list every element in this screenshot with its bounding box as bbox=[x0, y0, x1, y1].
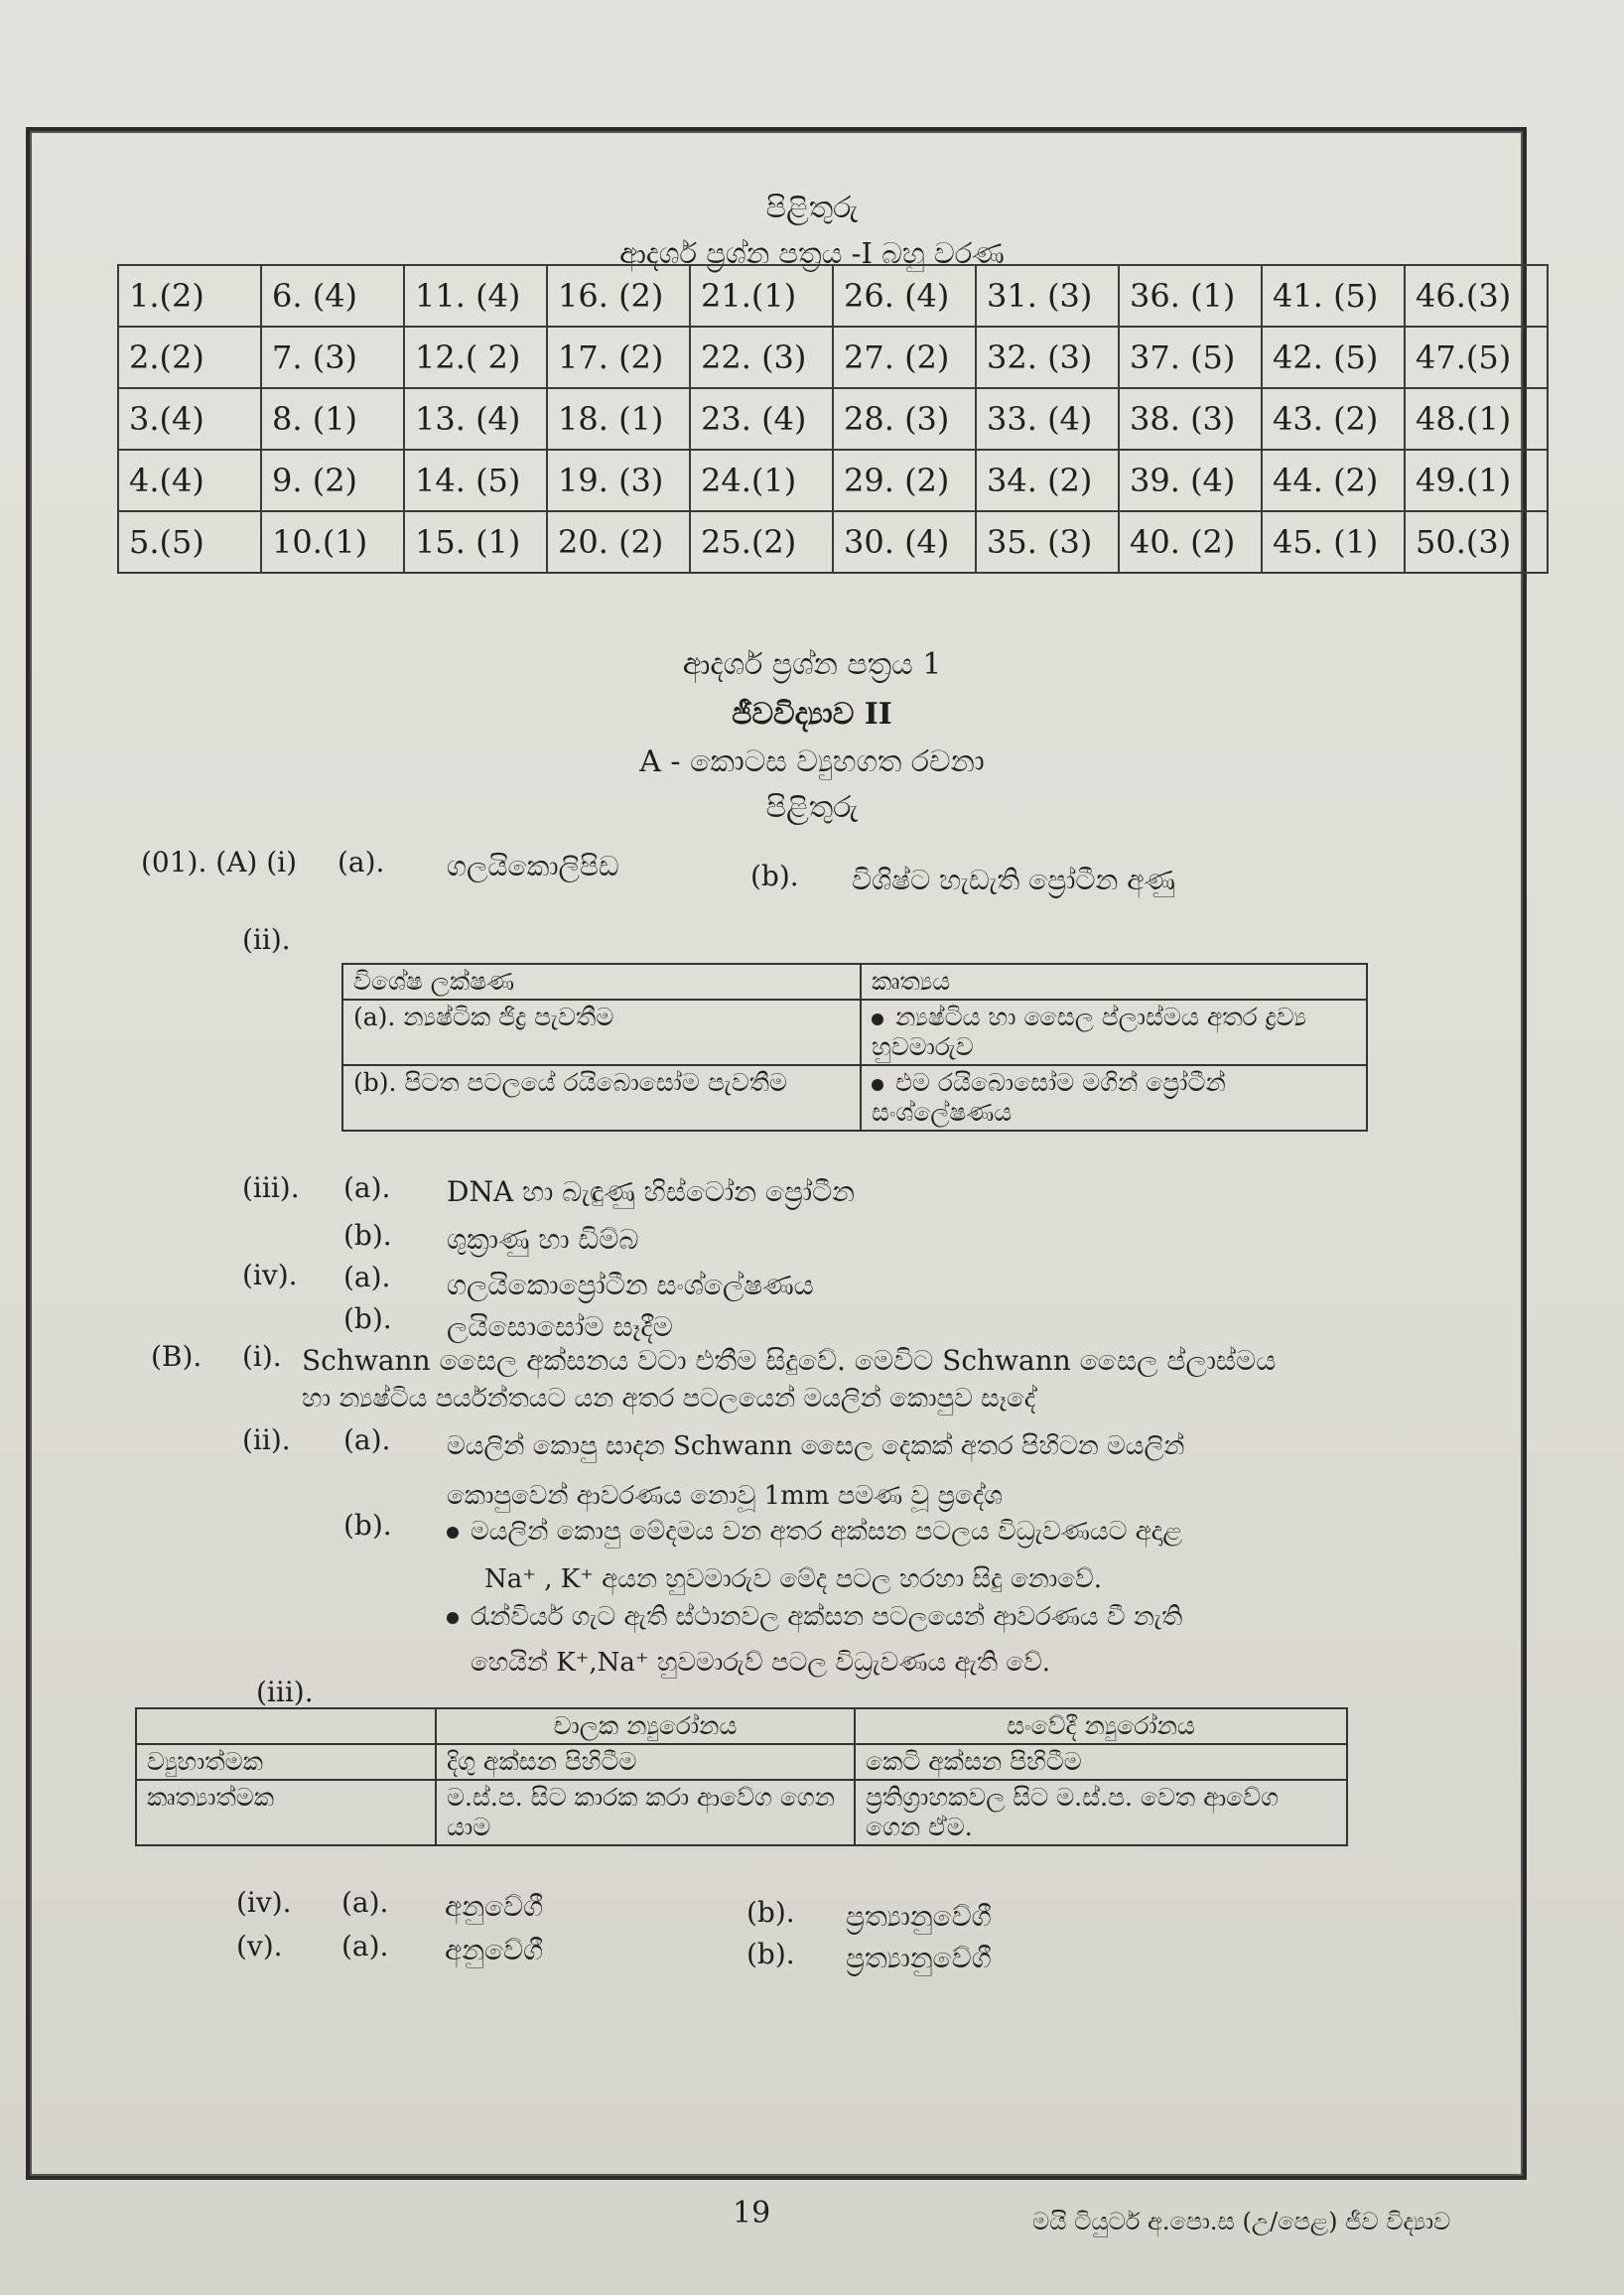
mcq-answer-cell: 30. (4) bbox=[833, 511, 976, 573]
table1-cell: (a). න්‍යෂ්ටික ජිද්‍ර පැවතීම bbox=[342, 1000, 861, 1065]
feature-function-table bbox=[341, 963, 1368, 1132]
qb-v-label: (v). bbox=[236, 1930, 283, 1962]
qb-v-b-label: (b). bbox=[746, 1938, 795, 1970]
bullet-icon bbox=[447, 1612, 459, 1624]
qb-v-a-label: (a). bbox=[341, 1930, 389, 1962]
qb-iv-a-label: (a). bbox=[341, 1886, 389, 1919]
qb-i-line2: හා න්‍යෂ්ටිය පර්යන්තයට යන අතර පටලයෙන් මයලින් කොපුව සෑදේ bbox=[302, 1384, 1036, 1414]
q1-iv-b-label: (b). bbox=[343, 1302, 392, 1335]
mcq-answer-cell: 26. (4) bbox=[833, 265, 976, 327]
qb-ii-b-point2 bbox=[447, 1602, 1182, 1633]
mcq-answer-cell: 38. (3) bbox=[1119, 388, 1262, 450]
qb-ii-b-2-line1: රැන්වියර් ගැට ඇති ස්ථානවල අක්සන පටලයෙන් ආවරණය වී නැති bbox=[471, 1602, 1183, 1632]
mcq-answer-cell: 10.(1) bbox=[261, 511, 404, 573]
answers-title: පිළිතුරු bbox=[765, 191, 859, 225]
mcq-answer-cell: 36. (1) bbox=[1119, 265, 1262, 327]
table2-header-sensory: සංවේදී න්‍යුරෝනය bbox=[855, 1708, 1347, 1744]
mcq-answer-cell: 21.(1) bbox=[690, 265, 833, 327]
mcq-answer-cell: 19. (3) bbox=[547, 450, 690, 511]
mcq-answer-cell: 8. (1) bbox=[261, 388, 404, 450]
qb-label: (B). bbox=[151, 1340, 203, 1373]
bullet-icon bbox=[872, 1013, 883, 1025]
mcq-answer-cell: 32. (3) bbox=[976, 327, 1119, 388]
mcq-answer-cell: 22. (3) bbox=[690, 327, 833, 388]
qb-ii-b-2-line2: හෙයින් K⁺,Na⁺ හුවමාරුව් පටල විධ්‍රැවණය ඇති වේ. bbox=[471, 1648, 1051, 1678]
book-title: මයි ටියුටර් අ.පො.ස (උ/පෙළ) ජීව විද්‍යාව bbox=[1032, 2208, 1451, 2235]
section-subject: ජීවවිද්‍යාව II bbox=[732, 697, 892, 732]
q1-iv-b: ලයිසොසෝම සෑදීම bbox=[447, 1310, 673, 1343]
qb-iii-label: (iii). bbox=[256, 1676, 314, 1708]
table1-text: න්‍යෂ්ටිය හා සෛල ප්ලාස්මය අතර ද්‍රව්‍ය හුවමාරුව bbox=[872, 1003, 1307, 1061]
qb-ii-b-point1 bbox=[447, 1517, 1182, 1548]
qb-ii-b-1-line1: මයලින් කොපු මේදමය වන අතර අක්සන පටලය විධ්‍රැවණයට අදාළ bbox=[471, 1517, 1183, 1547]
q1-iii-a: DNA හා බැඳුණු හිස්ටෝන ප්‍රෝටීන bbox=[447, 1175, 855, 1208]
mcq-answer-cell: 49.(1) bbox=[1405, 450, 1548, 511]
mcq-answer-cell: 1.(2) bbox=[118, 265, 261, 327]
qb-iv-a: අනුවේගී bbox=[445, 1890, 544, 1923]
page-number: 19 bbox=[733, 2196, 771, 2230]
mcq-answer-cell: 37. (5) bbox=[1119, 327, 1262, 388]
mcq-answer-cell: 11. (4) bbox=[404, 265, 547, 327]
q1-b-text: විශිෂ්ට හැඩැති ප්‍රෝටීන අණු bbox=[852, 864, 1175, 896]
q1-iii-b: ශුක්‍රාණු හා ඩිම්බ bbox=[447, 1223, 639, 1256]
neuron-comparison-table bbox=[135, 1707, 1348, 1846]
qb-ii-a-line2: කොපුවෙන් ආවරණය නොවූ 1mm පමණ වූ ප්‍රදේශ bbox=[447, 1481, 1003, 1511]
table1-header-function: කෘත්‍යය bbox=[861, 964, 1367, 1000]
qb-iv-label: (iv). bbox=[236, 1886, 292, 1919]
mcq-answer-cell: 44. (2) bbox=[1262, 450, 1405, 511]
mcq-row bbox=[118, 511, 1548, 573]
mcq-answer-cell: 39. (4) bbox=[1119, 450, 1262, 511]
mcq-answer-cell: 6. (4) bbox=[261, 265, 404, 327]
mcq-answer-cell: 18. (1) bbox=[547, 388, 690, 450]
qb-ii-a-line1: මයලින් කොපු සාදන Schwann සෛල දෙකක් අතර පිහිටන මයලින් bbox=[447, 1431, 1185, 1461]
qb-iv-b: ප්‍රත්‍යානුවේගී bbox=[846, 1900, 992, 1933]
mcq-answer-cell: 7. (3) bbox=[261, 327, 404, 388]
q1-iii-b-label: (b). bbox=[343, 1219, 392, 1252]
mcq-answer-cell: 33. (4) bbox=[976, 388, 1119, 450]
table2-cell: කෙටි අක්සන පිහිටීම bbox=[855, 1744, 1347, 1780]
mcq-answer-cell: 25.(2) bbox=[690, 511, 833, 573]
q1-iv-a: ගලයිකොප්‍රෝටීන සංශ්ලේෂණය bbox=[447, 1269, 814, 1301]
q1-ii-label: (ii). bbox=[242, 923, 291, 956]
table1-header-feature: විශේෂ ලක්ෂණ bbox=[342, 964, 861, 1000]
qb-i-line1: Schwann සෛල අක්සනය වටා එතීම සිදුවේ. මෙවිට Schwann සෛල ප්ලාස්මය bbox=[302, 1344, 1277, 1377]
mcq-answer-cell: 35. (3) bbox=[976, 511, 1119, 573]
mcq-answer-cell: 17. (2) bbox=[547, 327, 690, 388]
mcq-answer-cell: 14. (5) bbox=[404, 450, 547, 511]
table2-cell: කෘත්‍යාත්මක bbox=[136, 1780, 436, 1845]
q1-a-label: (a). bbox=[338, 846, 385, 878]
mcq-answer-cell: 23. (4) bbox=[690, 388, 833, 450]
table1-text: එම රයිබොසෝම මගින් ප්‍රෝටීන් සංශ්ලේෂණය bbox=[872, 1068, 1226, 1127]
mcq-answer-table bbox=[117, 264, 1549, 574]
section-answers: පිළිතුරු bbox=[765, 790, 859, 825]
qb-ii-a-label: (a). bbox=[343, 1423, 391, 1456]
qb-ii-label: (ii). bbox=[242, 1423, 291, 1456]
bullet-icon bbox=[872, 1079, 883, 1091]
mcq-answer-cell: 2.(2) bbox=[118, 327, 261, 388]
mcq-answer-cell: 20. (2) bbox=[547, 511, 690, 573]
mcq-answer-cell: 31. (3) bbox=[976, 265, 1119, 327]
table1-cell bbox=[861, 1000, 1367, 1065]
paper-line: ආදර්ශ ප්‍රශ්න පත්‍රය -I බහු වරණ bbox=[619, 236, 1005, 270]
qb-i-label: (i). bbox=[242, 1340, 282, 1373]
mcq-answer-cell: 34. (2) bbox=[976, 450, 1119, 511]
mcq-answer-cell: 27. (2) bbox=[833, 327, 976, 388]
mcq-answer-cell: 24.(1) bbox=[690, 450, 833, 511]
qb-v-b: ප්‍රත්‍යානුවේගී bbox=[846, 1942, 992, 1974]
mcq-answer-cell: 9. (2) bbox=[261, 450, 404, 511]
mcq-answer-cell: 48.(1) bbox=[1405, 388, 1548, 450]
mcq-answer-cell: 46.(3) bbox=[1405, 265, 1548, 327]
bullet-icon bbox=[447, 1527, 459, 1539]
qb-ii-b-label: (b). bbox=[343, 1509, 392, 1542]
mcq-answer-cell: 12.( 2) bbox=[404, 327, 547, 388]
mcq-answer-cell: 41. (5) bbox=[1262, 265, 1405, 327]
mcq-answer-cell: 16. (2) bbox=[547, 265, 690, 327]
mcq-answer-cell: 45. (1) bbox=[1262, 511, 1405, 573]
table2-cell: දිගු අක්සන පිහිටීම bbox=[436, 1744, 855, 1780]
table2-cell: ව්‍යුහාත්මක bbox=[136, 1744, 436, 1780]
mcq-answer-cell: 28. (3) bbox=[833, 388, 976, 450]
mcq-row bbox=[118, 388, 1548, 450]
mcq-answer-cell: 40. (2) bbox=[1119, 511, 1262, 573]
q1-iv-label: (iv). bbox=[242, 1259, 298, 1291]
mcq-answer-cell: 50.(3) bbox=[1405, 511, 1548, 573]
mcq-answer-cell: 43. (2) bbox=[1262, 388, 1405, 450]
q1-iv-a-label: (a). bbox=[343, 1261, 391, 1293]
mcq-answer-cell: 5.(5) bbox=[118, 511, 261, 573]
section-part: A - කොටස ව්‍යුහගත රචනා bbox=[639, 744, 985, 779]
q1-label: (01). (A) (i) bbox=[141, 846, 298, 878]
mcq-row bbox=[118, 327, 1548, 388]
mcq-answer-cell: 29. (2) bbox=[833, 450, 976, 511]
mcq-row bbox=[118, 265, 1548, 327]
mcq-answer-cell: 15. (1) bbox=[404, 511, 547, 573]
qb-iv-b-label: (b). bbox=[746, 1896, 795, 1929]
q1-b-label: (b). bbox=[750, 860, 799, 892]
table1-cell: (b). පිටත පටලයේ රයිබොසෝම පැවතීම bbox=[342, 1065, 861, 1131]
table2-header-blank bbox=[136, 1708, 436, 1744]
table1-cell bbox=[861, 1065, 1367, 1131]
mcq-row bbox=[118, 450, 1548, 511]
table2-cell: ප්‍රතිග්‍රාහකවල සිට ම.ස්.ප. වෙත ආවේග ගෙන ඒම. bbox=[855, 1780, 1347, 1845]
q1-iii-a-label: (a). bbox=[343, 1171, 391, 1204]
mcq-answer-cell: 3.(4) bbox=[118, 388, 261, 450]
qb-v-a: අනුවේගී bbox=[445, 1934, 544, 1966]
table2-header-motor: චාලක න්‍යුරෝනය bbox=[436, 1708, 855, 1744]
mcq-answer-cell: 42. (5) bbox=[1262, 327, 1405, 388]
mcq-answer-cell: 4.(4) bbox=[118, 450, 261, 511]
table2-cell: ම.ස්.ප. සිට කාරක කරා ආවේග ගෙන යාම bbox=[436, 1780, 855, 1845]
qb-ii-b-1-line2: Na⁺ , K⁺ අයන හුවමාරුව මේද පටල හරහා සිදු නොවේ. bbox=[484, 1564, 1102, 1594]
q1-a-text: ගලයිකොලිපිඩ bbox=[447, 850, 619, 882]
section-paper: ආදර්ශ ප්‍රශ්න පත්‍රය 1 bbox=[682, 647, 942, 682]
mcq-answer-cell: 13. (4) bbox=[404, 388, 547, 450]
mcq-answer-cell: 47.(5) bbox=[1405, 327, 1548, 388]
q1-iii-label: (iii). bbox=[242, 1171, 300, 1204]
